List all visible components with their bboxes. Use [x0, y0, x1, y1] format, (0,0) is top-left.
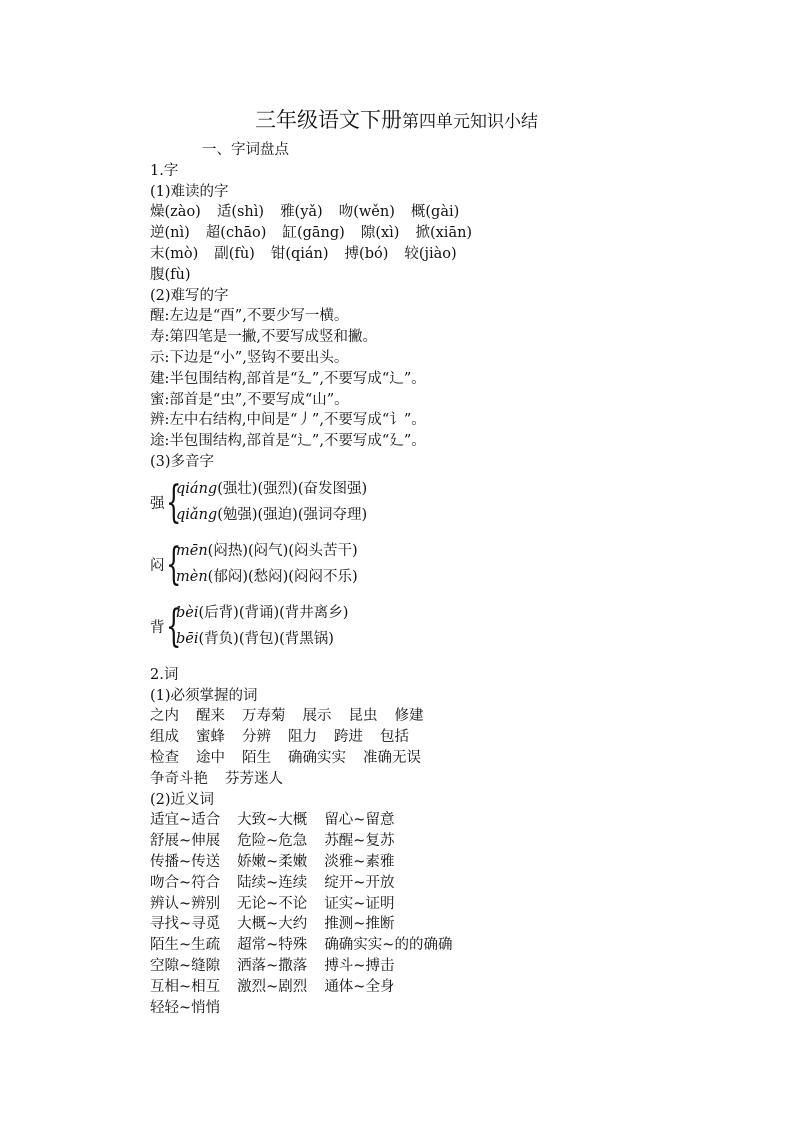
hard-read-item: 概(gài)	[410, 204, 460, 221]
hard-read-item: 超(chāo)	[205, 225, 267, 242]
hard-write-item: 蜜:部首是“虫”,不要写成“山”。	[150, 391, 349, 408]
synonym-pair: 寻找~寻觅	[150, 916, 221, 933]
must-word: 修建	[394, 708, 424, 725]
must-words-row	[150, 727, 750, 748]
polyphone-reading	[176, 567, 358, 588]
synonym-pair: 确确实实~的的确确	[324, 937, 453, 954]
synonym-pair: 轻轻~悄悄	[150, 999, 221, 1016]
synonym-row	[150, 810, 750, 831]
hard-read-item: 吻(wěn)	[338, 204, 395, 221]
synonym-row	[150, 873, 750, 894]
synonym-pair: 危险~危急	[237, 833, 308, 850]
synonym-pair: 搏斗~搏击	[324, 957, 395, 974]
hard-write-item: 示:下边是“小”,竖钩不要出头。	[150, 349, 349, 366]
must-word: 蜜蜂	[196, 729, 225, 746]
polyphone-reading	[176, 541, 358, 562]
must-word: 之内	[150, 708, 179, 725]
must-word: 万寿菊	[242, 708, 286, 725]
polyphone-char: 背	[150, 619, 165, 636]
hard-read-row	[150, 202, 750, 223]
polyphone-words: (勉强)(强迫)(强词夺理)	[217, 506, 368, 523]
pinyin: bēi	[176, 630, 199, 647]
hard-read-row	[150, 223, 750, 244]
page-title	[0, 104, 793, 134]
polyphone-group	[150, 538, 750, 593]
must-word: 芬芳迷人	[225, 770, 283, 787]
brace-symbol: {	[166, 476, 182, 528]
must-word: 展示	[302, 708, 332, 725]
synonym-pair: 陌生~生疏	[150, 937, 221, 954]
hard-read-row	[150, 244, 750, 265]
synonym-pair: 留心~留意	[324, 812, 395, 829]
title-sub: 第四单元知识小结	[402, 112, 538, 132]
must-word: 陌生	[242, 749, 271, 766]
must-words-list	[150, 706, 750, 789]
synonym-row	[150, 935, 750, 956]
synonym-pair: 大概~大约	[237, 916, 308, 933]
hard-write-item: 途:半包围结构,部首是“辶”,不要写成“廴”。	[150, 433, 426, 450]
polyphone-words: (强壮)(强烈)(奋发图强)	[217, 480, 368, 497]
must-word: 昆虫	[348, 708, 378, 725]
pinyin: bèi	[176, 604, 199, 621]
synonym-list	[150, 810, 750, 1018]
synonym-pair: 传播~传送	[150, 853, 221, 870]
hard-read-item: 末(mò)	[150, 245, 199, 262]
sub-heading-hard-write: (2)难写的字	[150, 287, 229, 304]
must-word: 跨进	[334, 729, 363, 746]
polyphone-reading	[176, 603, 348, 624]
synonym-pair: 空隙~缝隙	[150, 957, 221, 974]
sub-heading-must-words: (1)必须掌握的词	[150, 687, 258, 704]
part-heading-chars: 1.字	[150, 162, 179, 179]
hard-read-item: 掀(xiān)	[415, 225, 473, 242]
hard-read-row	[150, 265, 750, 286]
must-word: 准确无误	[363, 749, 421, 766]
must-word: 分辨	[242, 729, 271, 746]
must-words-row	[150, 706, 750, 727]
polyphone-reading	[176, 479, 367, 500]
synonym-row	[150, 894, 750, 915]
synonym-pair: 绽开~开放	[324, 874, 395, 891]
hard-write-item: 醒:左边是“酉”,不要少写一横。	[150, 308, 349, 325]
synonym-pair: 超常~特殊	[237, 937, 308, 954]
brace-symbol: {	[166, 538, 182, 590]
must-word: 包括	[380, 729, 409, 746]
synonym-pair: 激烈~剧烈	[237, 978, 308, 995]
sub-heading-hard-read: (1)难读的字	[150, 183, 229, 200]
must-words-row	[150, 769, 750, 790]
hard-write-item: 辨:左中右结构,中间是“丿”,不要写成“讠”。	[150, 412, 426, 429]
pinyin: mèn	[176, 568, 208, 585]
synonym-row	[150, 956, 750, 977]
polyphone-list	[150, 476, 750, 655]
synonym-row	[150, 998, 750, 1019]
synonym-pair: 陆续~连续	[237, 874, 308, 891]
synonym-pair: 大致~大概	[237, 812, 308, 829]
hard-read-item: 适(shì)	[216, 204, 265, 221]
polyphone-group	[150, 600, 750, 655]
synonym-pair: 证实~证明	[324, 895, 395, 912]
must-words-row	[150, 748, 750, 769]
sub-heading-synonyms: (2)近义词	[150, 791, 215, 808]
synonym-pair: 舒展~伸展	[150, 833, 221, 850]
pinyin: mēn	[176, 542, 208, 559]
must-word: 组成	[150, 729, 179, 746]
polyphone-words: (后背)(背诵)(背井离乡)	[198, 604, 349, 621]
title-main: 三年级语文下册	[255, 108, 402, 132]
polyphone-char: 闷	[150, 557, 165, 574]
brace-symbol: {	[166, 600, 182, 652]
hard-read-item: 缸(gāng)	[282, 225, 345, 242]
synonym-pair: 无论~不论	[237, 895, 308, 912]
synonym-pair: 推测~推断	[324, 916, 395, 933]
hard-read-item: 较(jiào)	[404, 245, 457, 262]
hard-read-item: 腹(fù)	[150, 266, 191, 283]
synonym-pair: 辨认~辨别	[150, 895, 221, 912]
pinyin: qiǎng	[176, 506, 218, 523]
synonym-pair: 通体~全身	[324, 978, 395, 995]
hard-read-item: 钳(qián)	[270, 245, 329, 262]
polyphone-group	[150, 476, 750, 531]
hard-read-item: 逆(nì)	[150, 225, 190, 242]
polyphone-reading	[176, 629, 334, 650]
must-word: 阻力	[288, 729, 317, 746]
polyphone-words: (郁闷)(愁闷)(闷闷不乐)	[207, 568, 358, 585]
must-word: 检查	[150, 749, 179, 766]
pinyin: qiáng	[176, 480, 218, 497]
must-word: 争奇斗艳	[150, 770, 208, 787]
hard-write-list	[150, 306, 750, 452]
content	[150, 140, 750, 1018]
synonym-pair: 互相~相互	[150, 978, 221, 995]
hard-read-item: 燥(zào)	[150, 204, 201, 221]
synonym-row	[150, 914, 750, 935]
hard-read-list	[150, 202, 750, 285]
hard-read-item: 副(fù)	[214, 245, 255, 262]
section-heading: 一、字词盘点	[202, 142, 289, 158]
hard-write-item: 寿:第四笔是一撇,不要写成竖和撇。	[150, 329, 377, 346]
must-word: 确确实实	[288, 749, 346, 766]
polyphone-words: (背负)(背包)(背黑锅)	[198, 630, 334, 647]
synonym-pair: 洒落~撒落	[237, 957, 308, 974]
polyphone-reading	[176, 505, 367, 526]
synonym-pair: 适宜~适合	[150, 812, 221, 829]
synonym-row	[150, 831, 750, 852]
polyphone-words: (闷热)(闷气)(闷头苦干)	[207, 542, 358, 559]
polyphone-char: 强	[150, 495, 165, 512]
hard-write-item: 建:半包围结构,部首是“廴”,不要写成“辶”。	[150, 370, 426, 387]
part-heading-words: 2.词	[150, 666, 179, 683]
hard-read-item: 雅(yǎ)	[280, 204, 323, 221]
synonym-pair: 娇嫩~柔嫩	[237, 853, 308, 870]
must-word: 途中	[196, 749, 225, 766]
hard-read-item: 搏(bó)	[344, 245, 389, 262]
synonym-pair: 吻合~符合	[150, 874, 221, 891]
synonym-row	[150, 977, 750, 998]
sub-heading-polyphones: (3)多音字	[150, 453, 215, 470]
synonym-pair: 苏醒~复苏	[324, 833, 395, 850]
hard-read-item: 隙(xì)	[360, 225, 400, 242]
must-word: 醒来	[196, 708, 225, 725]
synonym-row	[150, 852, 750, 873]
synonym-pair: 淡雅~素雅	[324, 853, 395, 870]
